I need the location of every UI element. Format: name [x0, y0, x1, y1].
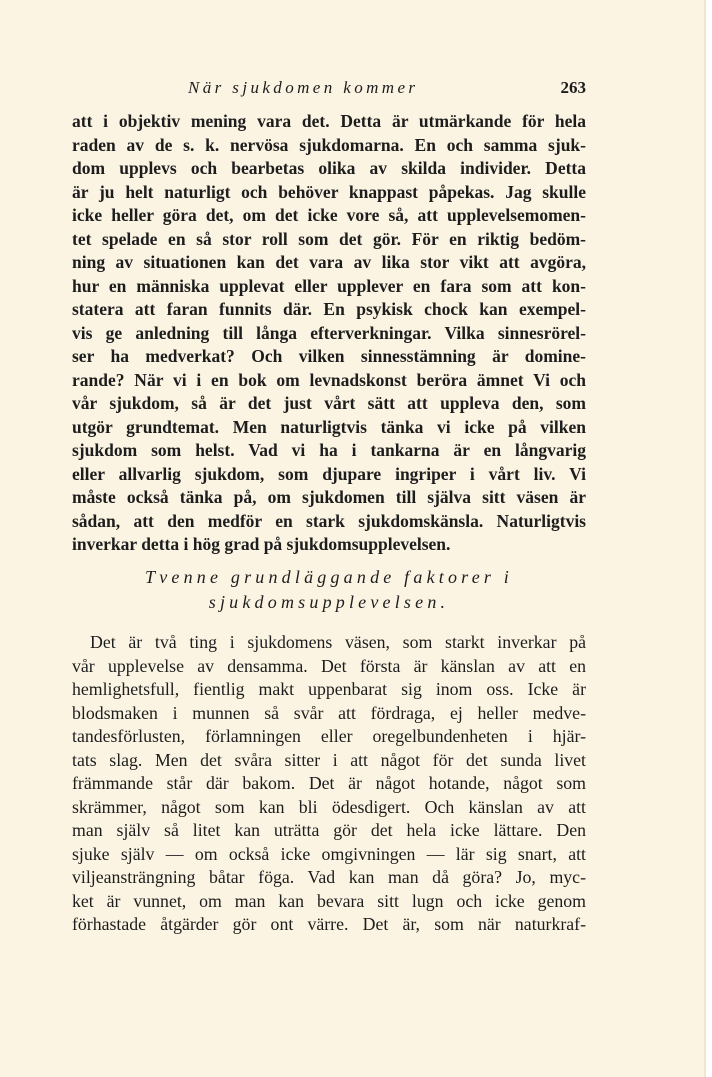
text-line: dom upplevs och bearbetas olika av skilda individer. Detta — [72, 158, 586, 178]
text-line: raden av de s. k. nervösa sjukdomarna. En och samma sjuk- — [72, 134, 586, 155]
running-head — [72, 78, 586, 102]
text-line: eller allvarlig sjukdom, som djupare ingriper i vårt liv. Vi — [72, 463, 586, 484]
text-line: sjukdom som helst. Vad vi ha i tankarna är en långvarig — [72, 440, 586, 460]
text-line: vår sjukdom, så är det just vårt sätt att uppleva den, som — [72, 393, 586, 413]
text-line: inverkar detta i hög grad på sjukdomsupplevelsen. — [72, 534, 451, 554]
text-line: tet spelade en så stor roll som det gör. För en riktig bedöm- — [72, 228, 586, 249]
text-line: är ju helt naturligt och behöver knappast påpekas. Jag skulle — [72, 181, 586, 202]
text-line: måste också tänka på, om sjukdomen till själva sitt väsen är — [72, 487, 586, 507]
text-line: statera att faran funnits där. En psykisk chock kan exempel- — [72, 299, 586, 319]
text-line: att i objektiv mening vara det. Detta är utmärkande för hela — [72, 111, 586, 131]
page-edge — [706, 0, 712, 1077]
text-line: ser ha medverkat? Och vilken sinnesstämning är domine- — [72, 346, 586, 366]
paragraph-1 — [72, 110, 586, 557]
text-line: vår upplevelse av densamma. Det första är känslan av att en — [72, 655, 586, 676]
text-line: icke heller göra det, om det icke vore så, att upplevelsemomen- — [72, 205, 586, 225]
text-line: utgör grundtemat. Men naturligtvis tänka vi icke på vilken — [72, 416, 586, 437]
text-line: vis ge anledning till långa efterverkningar. Vilka sinnesrörel- — [72, 322, 586, 343]
page-number: 263 — [560, 78, 586, 97]
text-line: rande? När vi i en bok om levnadskonst beröra ämnet Vi och — [72, 369, 586, 390]
running-title: När sjukdomen kommer — [188, 78, 419, 97]
text-line: tandesförlusten, förlamningen eller oregelbundenheten i hjär- — [72, 726, 586, 746]
text-line: Det är två ting i sjukdomens väsen, som starkt inverkar på — [90, 632, 586, 652]
text-line: förhastade åtgärder gör ont värre. Det är, som när naturkraf- — [72, 914, 586, 934]
text-line: viljeansträngning båtar föga. Vad kan man då göra? Jo, myc- — [72, 867, 586, 887]
text-line: hur en människa upplevat eller upplever en fara som att kon- — [72, 275, 586, 296]
section-heading — [72, 565, 586, 615]
text-line: ning av situationen kan det vara av lika stor vikt att avgöra, — [72, 252, 586, 272]
text-line: hemlighetsfull, fientlig makt uppenbarat sig inom oss. Icke är — [72, 679, 586, 699]
section-heading-line: Tvenne grundläggande faktorer i — [145, 567, 513, 587]
text-line: sådan, att den medför en stark sjukdomskänsla. Naturligtvis — [72, 510, 586, 531]
text-line: skrämmer, något som kan bli ödesdigert. Och känslan av att — [72, 796, 586, 817]
text-line: blodsmaken i munnen så svår att fördraga, ej heller medve- — [72, 702, 586, 723]
text-line: främmande står där bakom. Det är något hotande, något som — [72, 773, 586, 793]
text-line: man själv så litet kan uträtta gör det hela icke lättare. Den — [72, 820, 586, 840]
section-heading-line: sjukdomsupplevelsen. — [208, 592, 450, 612]
paragraph-2 — [72, 631, 586, 937]
text-line: tats slag. Men det svåra sitter i att något för det sunda livet — [72, 749, 586, 770]
text-line: ket är vunnet, om man kan bevara sitt lugn och icke genom — [72, 890, 586, 911]
text-line: sjuke själv — om också icke omgivningen — lär sig snart, att — [72, 843, 586, 864]
